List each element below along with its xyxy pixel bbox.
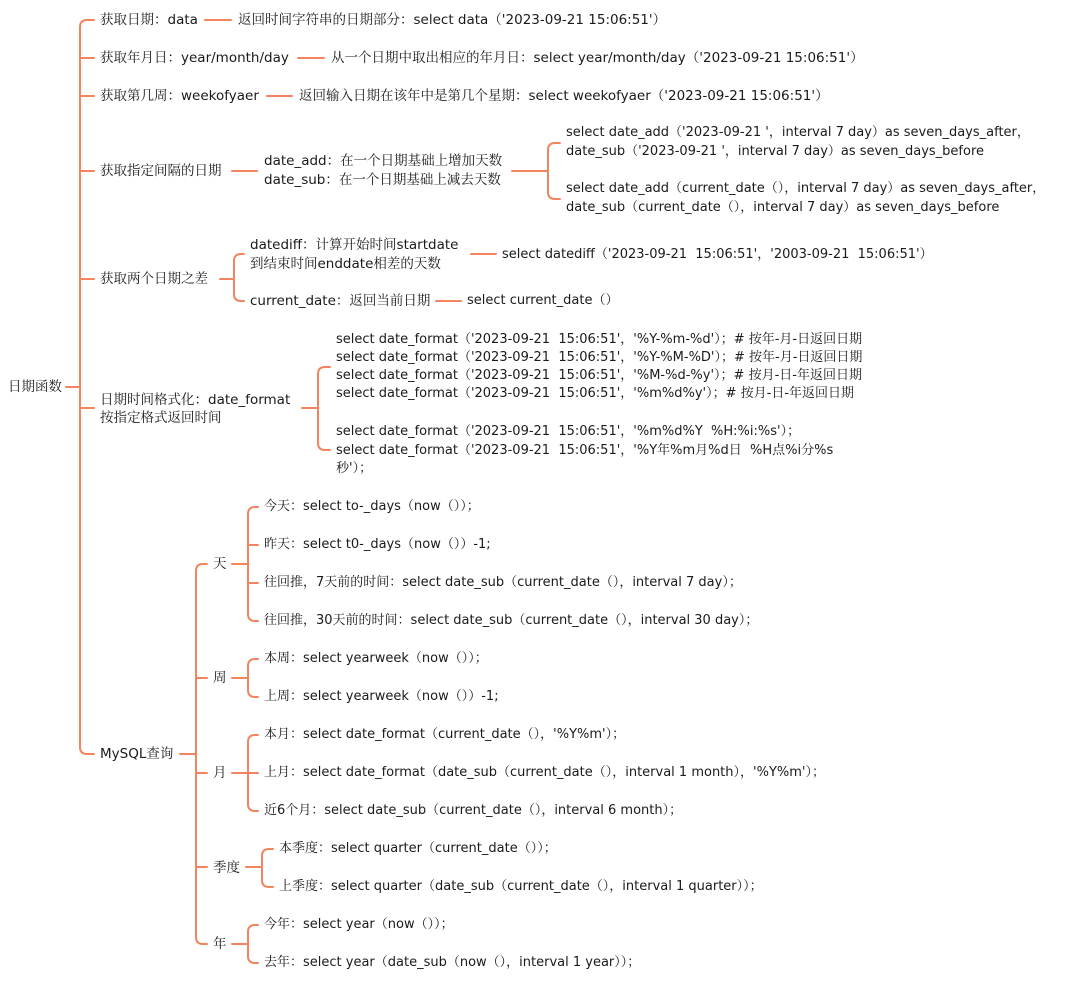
branch-get-week-desc: 返回输入日期在该年中是第几个星期：select weekofyaer（'2023-09-21 15:06:51'）: [299, 88, 829, 104]
date-sub-desc: date_sub：在一个日期基础上减去天数: [264, 172, 501, 188]
connector-path: [318, 367, 330, 374]
connector-path: [248, 614, 258, 621]
day-item: 今天：select to-_days（now（））；: [264, 499, 480, 514]
format-example-line: select date_format（'2023-09-21 15:06:51'，'%m%d%Y %H:%i:%s'）；: [336, 424, 801, 439]
group-day: 天: [213, 556, 227, 572]
current-date-example: select current_date（）: [467, 293, 619, 308]
year-item: 今年：select year（now（））；: [264, 917, 454, 932]
connector-path: [548, 143, 560, 150]
connector-path: [548, 192, 560, 199]
datediff-example: select datediff（'2023-09-21 15:06:51'，'2003-09-21 15:06:51'）: [502, 247, 933, 262]
connector-path: [196, 937, 207, 944]
branch-get-date: 获取日期：data: [100, 12, 198, 28]
group-quarter: 季度: [213, 860, 240, 876]
interval-example-line: date_sub（current_date（），interval 7 day）as seven_days_before: [566, 200, 1000, 215]
month-item: 上月：select date_format（date_sub（current_date（），interval 1 month），'%Y%m'）；: [264, 765, 825, 780]
branch-date-format-sub: 按指定格式返回时间: [100, 410, 222, 426]
quarter-item: 本季度：select quarter（current_date（））；: [279, 841, 557, 856]
connector-path: [248, 659, 258, 666]
branch-get-date-desc: 返回时间字符串的日期部分：select data（'2023-09-21 15:06:51'）: [238, 12, 667, 28]
connector-path: [262, 880, 273, 887]
group-month: 月: [213, 765, 227, 781]
format-example-line: select date_format（'2023-09-21 15:06:51'，'%M-%d-%y'）；# 按月-日-年返回日期: [336, 368, 862, 383]
group-year: 年: [213, 936, 227, 952]
week-item: 本周：select yearweek（now（））；: [264, 651, 488, 666]
branch-get-week: 获取第几周：weekofyaer: [100, 88, 259, 104]
day-item: 往回推，7天前的时间：select date_sub（current_date（），interval 7 day）；: [264, 575, 742, 590]
branch-interval-date: 获取指定间隔的日期: [100, 163, 222, 179]
format-example-line: select date_format（'2023-09-21 15:06:51'，'%Y-%M-%D'）；# 按年-月-日返回日期: [336, 350, 863, 365]
connector-path: [80, 20, 94, 27]
format-example-line: select date_format（'2023-09-21 15:06:51'，'%m%d%y'）；# 按月-日-年返回日期: [336, 386, 855, 401]
quarter-item: 上季度：select quarter（date_sub（current_date（），interval 1 quarter））；: [279, 879, 763, 894]
month-item: 本月：select date_format（current_date（），'%Y%m'）；: [264, 727, 626, 742]
connector-path: [234, 254, 244, 261]
connector-path: [262, 849, 273, 856]
root-node: 日期函数: [8, 379, 62, 395]
format-example-line: 秒'）；: [336, 461, 373, 476]
interval-example-line: select date_add（current_date（），interval 7 day）as seven_days_after，: [566, 181, 1046, 196]
connector-path: [248, 925, 258, 932]
interval-example-line: select date_add（'2023-09-21 '，interval 7 day）as seven_days_after，: [566, 125, 1030, 140]
current-date-desc: current_date：返回当前日期: [250, 293, 431, 309]
connector-path: [80, 747, 94, 754]
year-item: 去年：select year（date_sub（now（），interval 1 year））；: [264, 955, 641, 970]
datediff-desc: datediff：计算开始时间startdate: [250, 237, 459, 253]
datediff-desc: 到结束时间enddate相差的天数: [250, 256, 441, 272]
day-item: 昨天：select t0-_days（now（））-1;: [264, 537, 491, 552]
branch-mysql-query: MySQL查询: [100, 746, 174, 762]
date-add-desc: date_add：在一个日期基础上增加天数: [264, 153, 503, 169]
day-item: 往回推，30天前的时间：select date_sub（current_date（），interval 30 day）；: [264, 613, 759, 628]
branch-get-ymd-desc: 从一个日期中取出相应的年月日：select year/month/day（'2023-09-21 15:06:51'）: [331, 50, 864, 66]
group-week: 周: [213, 670, 227, 686]
branch-date-format: 日期时间格式化：date_format: [100, 392, 291, 408]
week-item: 上周：select yearweek（now（））-1;: [264, 689, 499, 704]
branch-get-ymd: 获取年月日：year/month/day: [100, 50, 289, 66]
branch-date-diff: 获取两个日期之差: [100, 271, 208, 287]
connector-path: [248, 735, 258, 742]
connector-path: [318, 443, 330, 450]
format-example-line: select date_format（'2023-09-21 15:06:51'，'%Y-%m-%d'）；# 按年-月-日返回日期: [336, 332, 863, 347]
connector-path: [196, 564, 207, 571]
connector-path: [248, 507, 258, 514]
connector-path: [248, 956, 258, 963]
month-item: 近6个月：select date_sub（current_date（），interval 6 month）；: [264, 803, 683, 818]
interval-example-line: date_sub（'2023-09-21 '，interval 7 day）as seven_days_before: [566, 144, 985, 159]
connector-path: [248, 690, 258, 697]
format-example-line: select date_format（'2023-09-21 15:06:51'，'%Y年%m月%d日 %H点%i分%s: [336, 443, 834, 458]
connector-path: [248, 804, 258, 811]
connector-path: [234, 294, 244, 301]
